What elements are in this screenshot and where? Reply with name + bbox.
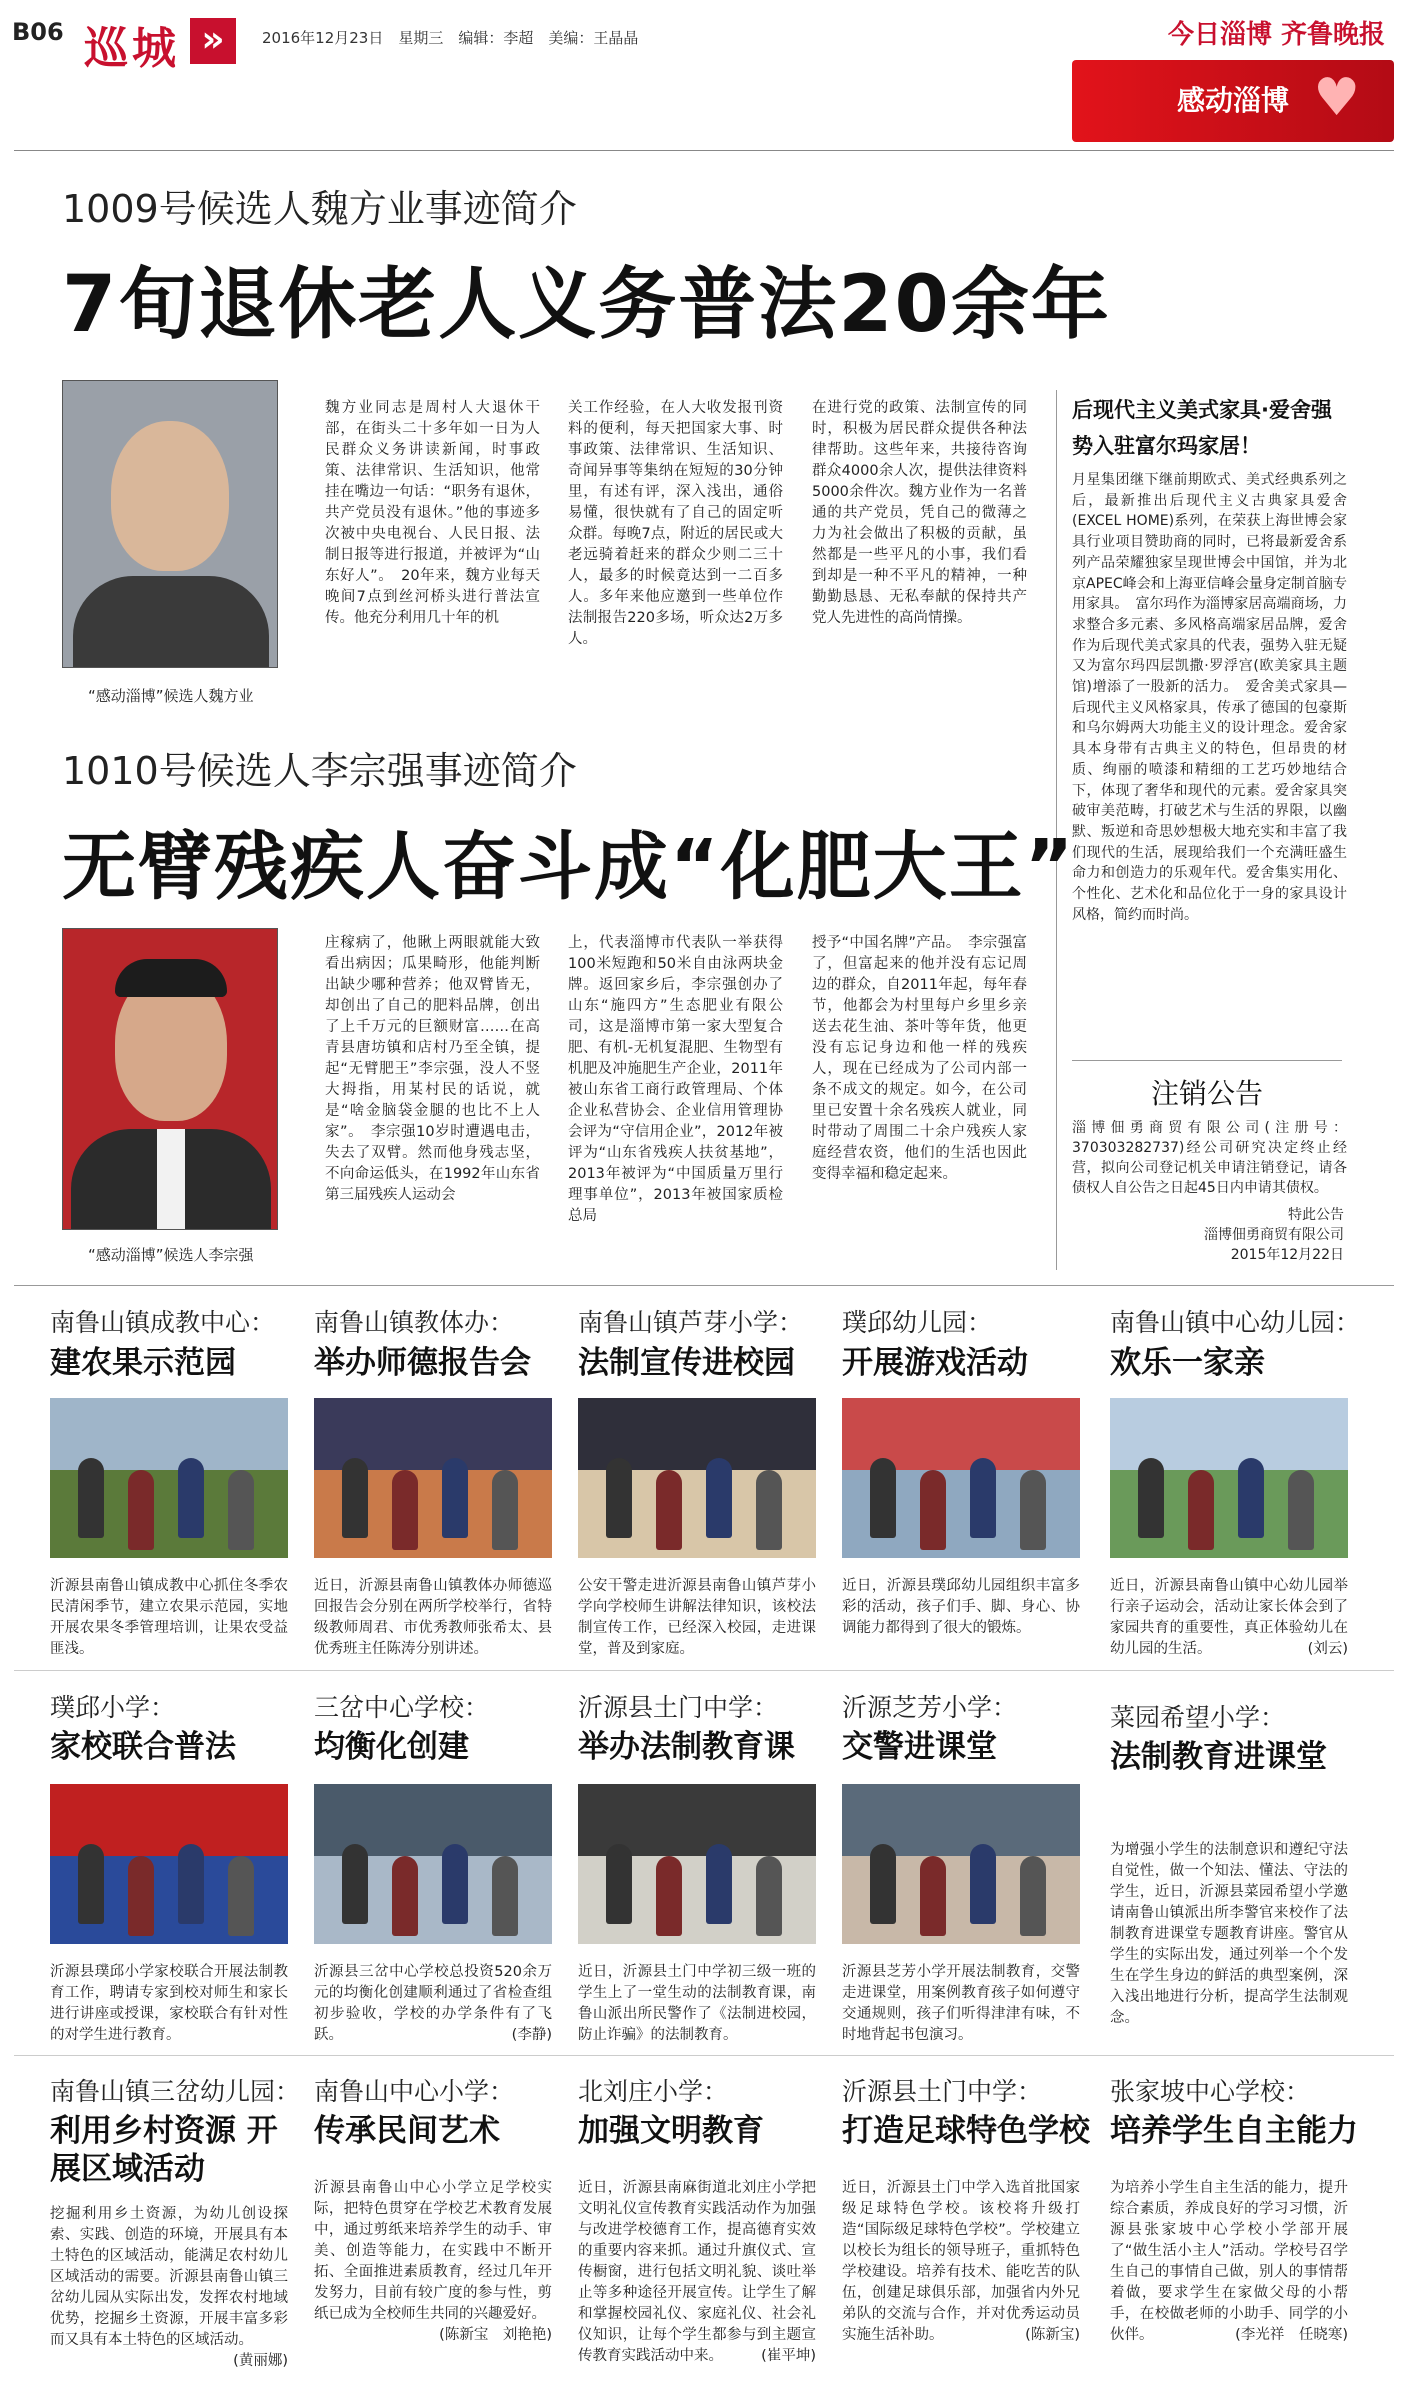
article2-kicker: 1010号候选人李宗强事迹简介: [62, 749, 577, 793]
article1-headline: 7旬退休老人义务普法20余年: [62, 260, 1111, 350]
section-banner: [1072, 60, 1394, 142]
card-body: 为培养小学生自主生活的能力，提升综合素质，养成良好的学习习惯，沂源县张家坡中心学校小学部开展了“做生活小主人”活动。学校号召学生自己的事情自己做，别人的事情帮着做，要求学生在家做父母的小帮手，在校做老师的小助手、同学的小伙伴。: [1110, 2180, 1348, 2343]
card-photo: [842, 1784, 1080, 1944]
notice-signature: [1072, 1205, 1344, 1265]
card-body: 沂源县南鲁山中心小学立足学校实际，把特色贯穿在学校艺术教育发展中，通过剪纸来培养学生的动手、审美、创造等能力，在实践中不断开拓、全面推进素质教育，经过几年开发努力，目前有较广度的参与性，剪纸已成为全校师生共同的兴趣爱好。: [314, 2180, 552, 2322]
card-text: [314, 1576, 552, 1660]
card-kicker: 南鲁山镇三岔幼儿园：: [50, 2077, 301, 2106]
card-kicker: 沂源县土门中学：: [842, 2077, 1043, 2106]
card-kicker: 张家坡中心学校：: [1110, 2077, 1311, 2106]
card-text: [578, 1576, 816, 1660]
card-kicker: 南鲁山中心小学：: [314, 2077, 515, 2106]
card-photo: [578, 1398, 816, 1558]
card-kicker: 沂源县土门中学：: [578, 1693, 779, 1722]
article1-kicker: 1009号候选人魏方业事迹简介: [62, 187, 577, 231]
card-title: 法制教育进课堂: [1110, 1739, 1327, 1775]
card-title: 加强文明教育: [578, 2113, 764, 2149]
notice-body: 淄博佃勇商贸有限公司(注册号：370303282737)经公司研究决定终止经营，拟向公司登记机关申请注销登记，请各债权人自公告之日起45日内申请其债权。: [1072, 1120, 1347, 1196]
card-title: 举办师德报告会: [314, 1345, 531, 1381]
card-photo: [1110, 1398, 1348, 1558]
card-row-divider: [14, 1670, 1394, 1671]
card-body: 沂源县三岔中心学校总投资520余万元的均衡化创建顺利通过了省检查组初步验收，学校的办学条件有了飞跃。: [314, 1964, 552, 2043]
card-body: 近日，沂源县土门中学初三级一班的学生上了一堂生动的法制教育课，南鲁山派出所民警作了《法制进校园，防止诈骗》的法制教育。: [578, 1964, 816, 2043]
card-body: 挖掘利用乡土资源，为幼儿创设探索、实践、创造的环境，开展具有本土特色的区域活动，能满足农村幼儿区域活动的需要。沂源县南鲁山镇三岔幼儿园从实际出发，发挥农村地域优势，挖掘乡土资源，开展丰富多彩而又具有本土特色的区域活动。: [50, 2206, 288, 2348]
card-kicker: 璞邱小学：: [50, 1693, 176, 1722]
card-photo: [50, 1784, 288, 1944]
chevron-right-icon: »: [190, 18, 236, 64]
card-photo: [842, 1398, 1080, 1558]
article1-col2: 关工作经验，在人大收发报刊资料的便利，每天把国家大事、时事政策、法律常识、生活知识、奇闻异事等集纳在短短的30分钟里，有述有评，深入浅出，通俗易懂，很快就有了自己的固定听众群。每晚7点，附近的居民或大老远骑着赶来的群众少则二三十人，最多的时候竟达到一二百多人。多年来他应邀到一些单位作法制报告220多场，听众达2万多人。: [568, 400, 783, 647]
card-byline: (李静): [511, 2027, 552, 2043]
card-title: 法制宣传进校园: [578, 1345, 795, 1381]
card-photo: [50, 1398, 288, 1558]
article1-col1: 魏方业同志是周村人大退休干部，在街头二十多年如一日为人民群众义务讲读新闻，时事政策、法律常识、生活知识，他常挂在嘴边一句话：“职务有退休，共产党员没有退休。”他的事迹多次被中央电视台、人民日报、法制日报等进行报道，并被评为“山东好人”。 20年来，魏方业每天晚间7点到丝河桥头进行普法宣传。他充分利用几十年的机: [325, 400, 540, 626]
card-text: [578, 1962, 816, 2046]
card-body: 沂源县南鲁山镇成教中心抓住冬季农民清闲季节，建立农果示范园，实地开展农果冬季管理培训，让果农受益匪浅。: [50, 1578, 288, 1657]
card-body: 近日，沂源县南鲁山镇中心幼儿园举行亲子运动会，活动让家长体会到了家园共育的重要性，真正体验幼儿在幼儿园的生活。: [1110, 1578, 1348, 1657]
card-kicker: 沂源芝芳小学：: [842, 1693, 1018, 1722]
card-text: [842, 2178, 1080, 2346]
banner-label: 感动淄博: [1176, 84, 1289, 117]
notice-date: 2015年12月22日: [1230, 1247, 1344, 1263]
card-photo: [578, 1784, 816, 1944]
card-text: [50, 1576, 288, 1660]
card-body: 为增强小学生的法制意识和遵纪守法自觉性，做一个知法、懂法、守法的学生，近日，沂源县菜园希望小学邀请南鲁山镇派出所李警官来校作了法制教育进课堂专题教育讲座。警官从学生的实际出发，通过列举一个个发生在学生身边的鲜活的典型案例，深入浅出地进行分析，提高学生法制观念。: [1110, 1842, 1348, 2026]
heart-icon: ♥: [1313, 68, 1360, 128]
card-photo: [314, 1784, 552, 1944]
article2-col2: 上，代表淄博市代表队一举获得100米短跑和50米自由泳两块金牌。返回家乡后，李宗强创办了山东“施四方”生态肥业有限公司，这是淄博市第一家大型复合肥、有机-无机复混肥、生物型有机肥及冲施肥生产企业，2011年被山东省工商行政管理局、个体企业私营协会、企业信用管理协会评为“守信用企业”，2012年被评为“山东省残疾人扶贫基地”，2013年被评为“中国质量万里行理事单位”，2013年被国家质检总局: [568, 935, 783, 1224]
card-kicker: 南鲁山镇教体办：: [314, 1308, 515, 1337]
card-title: 举办法制教育课: [578, 1729, 795, 1765]
header-divider: [14, 150, 1394, 151]
card-text: [842, 1962, 1080, 2046]
card-body: 近日，沂源县南麻街道北刘庄小学把文明礼仪宣传教育实践活动作为加强与改进学校德育工作，提高德育实效的重要内容来抓。通过升旗仪式、宣传橱窗，进行包括文明礼貌、谈吐举止等多种途径开展宣传。让学生了解和掌握校园礼仪、家庭礼仪、社会礼仪知识，让每个学生都参与到主题宣传教育实践活动中来。: [578, 2180, 816, 2364]
card-body: 近日，沂源县南鲁山镇教体办师德巡回报告会分别在两所学校举行，省特级教师周君、市优秀教师张希太、县优秀班主任陈涛分别讲述。: [314, 1578, 552, 1657]
card-body: 近日，沂源县璞邱幼儿园组织丰富多彩的活动，孩子们手、脚、身心、协调能力都得到了很大的锻炼。: [842, 1578, 1080, 1636]
notice-sign2: 淄博佃勇商贸有限公司: [1204, 1227, 1344, 1243]
card-kicker: 菜园希望小学：: [1110, 1703, 1286, 1732]
card-kicker: 南鲁山镇芦芽小学：: [578, 1308, 804, 1337]
card-title: 传承民间艺术: [314, 2113, 500, 2149]
article2-caption: “感动淄博”候选人李宗强: [88, 1246, 254, 1264]
card-body: 沂源县芝芳小学开展法制教育，交警走进课堂，用案例教育孩子如何遵守交通规则，孩子们听得津津有味，不时地背起书包演习。: [842, 1964, 1080, 2043]
page-number: B06: [12, 18, 64, 46]
card-text: [50, 2204, 288, 2372]
card-body: 近日，沂源县土门中学入选首批国家级足球特色学校。该校将升级打造“国际级足球特色学校”。学校建立以校长为组长的领导班子，重抓特色学校建设。培养有技术、能吃苦的队伍，创建足球俱乐部，加强省内外兄弟队的交流与合作，并对优秀运动员实施生活补助。: [842, 2180, 1080, 2343]
section-title: 巡城: [84, 23, 180, 74]
card-text: [842, 1576, 1080, 1639]
card-title: 开展游戏活动: [842, 1345, 1028, 1381]
card-title: 利用乡村资源 开展区域活动: [50, 2113, 278, 2187]
card-kicker: 三岔中心学校：: [314, 1693, 490, 1722]
card-title: 家校联合普法: [50, 1729, 236, 1765]
card-title: 欢乐一家亲: [1110, 1345, 1265, 1381]
card-title: 打造足球特色学校: [842, 2113, 1090, 2149]
page-header: [0, 0, 1409, 150]
date-editor-line: 2016年12月23日 星期三 编辑：李超 美编：王晶晶: [262, 29, 639, 47]
news-grid-divider: [14, 1285, 1394, 1286]
card-byline: (刘云): [1307, 1641, 1348, 1657]
card-title: 均衡化创建: [314, 1729, 469, 1765]
notice-divider: [1072, 1060, 1342, 1061]
card-kicker: 璞邱幼儿园：: [842, 1308, 993, 1337]
card-byline: (陈新宝 刘艳艳): [439, 2327, 552, 2343]
portrait-photo-li: [62, 928, 278, 1230]
card-text: [1110, 1840, 1348, 2029]
card-text: [314, 2178, 552, 2346]
card-title: 建农果示范园: [50, 1345, 236, 1381]
card-body: 沂源县璞邱小学家校联合开展法制教育工作，聘请专家到校对师生和家长进行讲座或授课，家校联合有针对性的对学生进行教育。: [50, 1964, 288, 2043]
card-text: [50, 1962, 288, 2046]
article2-headline: 无臂残疾人奋斗成“化肥大王”: [62, 824, 1076, 910]
card-title: 交警进课堂: [842, 1729, 997, 1765]
card-row-divider: [14, 2055, 1394, 2056]
newspaper-brand: 今日淄博 齐鲁晚报: [1167, 20, 1385, 50]
portrait-photo-wei: [62, 380, 278, 668]
card-byline: (崔平坤): [761, 2348, 816, 2364]
card-byline: (黄丽娜): [233, 2353, 288, 2369]
card-byline: (陈新宝): [1025, 2327, 1080, 2343]
ad-title: 后现代主义美式家具·爱舍强势入驻富尔玛家居！: [1072, 398, 1332, 458]
card-text: [1110, 2178, 1348, 2346]
card-title: 培养学生自主能力: [1110, 2113, 1358, 2149]
card-kicker: 南鲁山镇成教中心：: [50, 1308, 276, 1337]
article1-caption: “感动淄博”候选人魏方业: [88, 687, 254, 705]
card-kicker: 南鲁山镇中心幼儿园：: [1110, 1308, 1361, 1337]
card-text: [578, 2178, 816, 2367]
ad-body: 月星集团继下继前期欧式、美式经典系列之后，最新推出后现代主义古典家具爱舍(EXCEL HOME)系列，在荣获上海世博会家具行业项目赞助商的同时，已将最新爱舍系列产品荣耀独家呈现世博会中国馆，并为北京APEC峰会和上海亚信峰会量身定制首脑专用家具。 富尔玛作为淄博家居高端商场，力求整合多元素、多风格高端家居品牌，爱舍作为后现代美式家具的代表，强势入驻无疑又为富尔玛四层凯撒·罗浮宫(欧美家具主题馆)增添了一股新的活力。 爱舍美式家具—后现代主义风格家具，传承了德国的包豪斯和乌尔姆两大功能主义的设计理念。爱舍家具本身带有古典主义的特色，但昂贵的材质、绚丽的喷漆和精细的工艺巧妙地结合下，体现了奢华和现代的元素。爱舍家具突破审美范畴，打破艺术与生活的界限，以幽默、叛逆和奇思妙想极大地充实和丰富了我们现代的生活，展现给我们一个充满旺盛生命力和创造力的乐观年代。爱舍集实用化、个性化、艺术化和品位化于一身的家具设计风格，简约而时尚。: [1072, 472, 1347, 923]
article2-col1: 庄稼病了，他瞅上两眼就能大致看出病因；瓜果畸形，他能判断出缺少哪种营养；他双臂皆无，却创出了自己的肥料品牌，创出了上千万元的巨额财富……在高青县唐坊镇和店村乃至全镇，提起“无臂肥王”李宗强，没人不竖大拇指，用某村民的话说，就是“啥金脑袋金腿的也比不上人家”。 李宗强10岁时遭遇电击，失去了双臂。然而他身残志坚，不向命运低头，在1992年山东省第三届残疾人运动会: [325, 935, 540, 1203]
notice-title: 注销公告: [1150, 1077, 1263, 1110]
card-kicker: 北刘庄小学：: [578, 2077, 729, 2106]
article1-col3: 在进行党的政策、法制宣传的同时，积极为居民群众提供各种法律帮助。这些年来，共接待咨询群众4000余人次，提供法律资料5000余件次。魏方业作为一名普通的共产党员，凭自己的微薄之力为社会做出了积极的贡献，虽然都是一些平凡的小事，我们看到却是一种不平凡的精神，一种勤勤恳恳、无私奉献的保持共产党人先进性的高尚情操。: [812, 400, 1027, 626]
card-text: [314, 1962, 552, 2046]
card-byline: (李光祥 任晓寒): [1235, 2327, 1348, 2343]
card-text: [1110, 1576, 1348, 1660]
card-body: 公安干警走进沂源县南鲁山镇芦芽小学向学校师生讲解法律知识，该校法制宣传工作，已经深入校园，走进课堂，普及到家庭。: [578, 1578, 816, 1657]
article2-col3: 授予“中国名牌”产品。 李宗强富了，但富起来的他并没有忘记周边的群众，自2011年起，每年春节，他都会为村里每户乡里乡亲送去花生油、茶叶等年货，他更没有忘记身边和他一样的残疾人，现在已经成为了公司内部一条不成文的规定。如今，在公司里已安置十余名残疾人就业，同时带动了周围二十余户残疾人家庭经营农资，他们的生活也因此变得幸福和稳定起来。: [812, 935, 1027, 1182]
card-photo: [314, 1398, 552, 1558]
notice-sign1: 特此公告: [1288, 1207, 1344, 1223]
